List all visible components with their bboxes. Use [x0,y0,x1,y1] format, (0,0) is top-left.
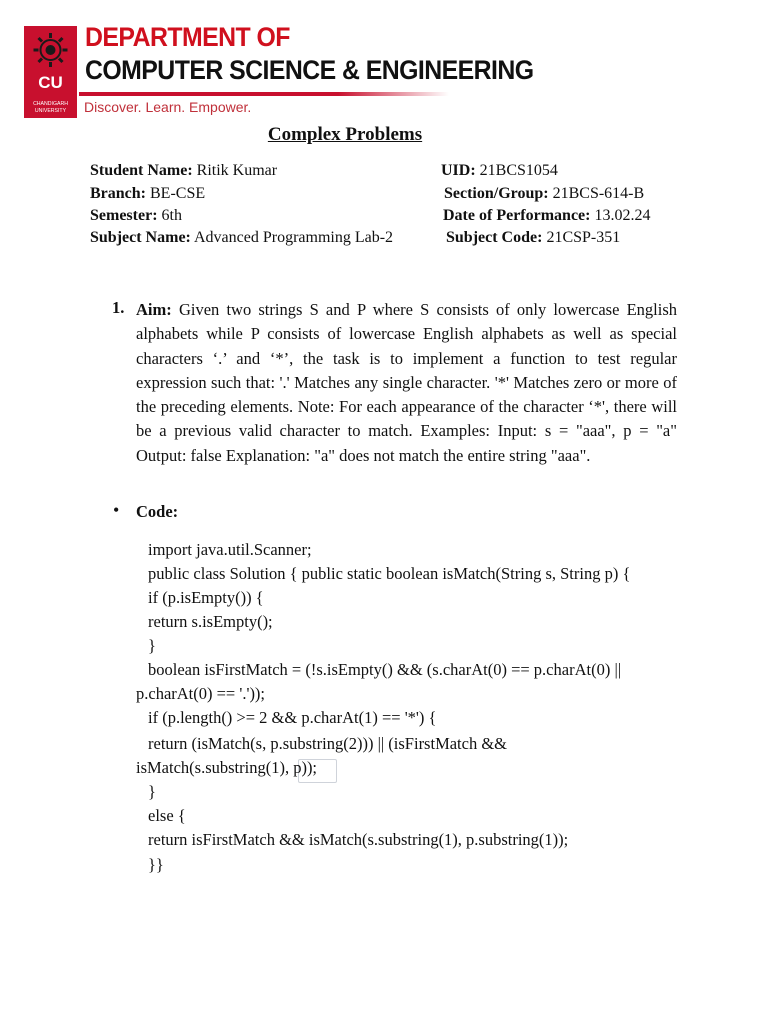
subject-name-field [90,229,393,247]
code-line: return s.isEmpty(); [148,612,273,631]
code-line: return (isMatch(s, p.substring(2))) || (isFirstMatch && [148,734,508,753]
section-label: Section/Group: [444,185,549,202]
logo-subtext-1: CHANDIGARH [33,101,68,107]
code-bullet: • [113,500,120,520]
subject-code-value: 21CSP-351 [546,229,621,246]
code-line: boolean isFirstMatch = (!s.isEmpty() && (s.charAt(0) == p.charAt(0) || [148,660,622,679]
code-label: Code: [136,502,179,521]
page-title: Complex Problems [267,124,423,145]
university-logo [24,26,77,118]
code-line: public class Solution { public static boolean isMatch(String s, String p) { [148,564,631,583]
branch-label: Branch: [90,185,146,202]
code-line: p.charAt(0) == '.')); [136,684,266,703]
semester-field [90,207,182,225]
semester-label: Semester: [90,207,158,224]
aim-text: Given two strings S and P where S consists of only lowercase English alphabets while P consists of lowercase English alphabets as well as special characters ‘.’ and ‘*’, the task is to implement a function to test regular expression such that: '.' Matches any single character. '*' Matches zero or more of the preceding elements. Note: For each appearance of the character ‘*', there will be a previous valid character to match. Examples: Input: s = "aaa", p = "a" Output: false Explanation: "a" does not match the entire string "aaa". [136,300,677,465]
student-name-field [90,162,277,180]
code-line: return isFirstMatch && isMatch(s.substring(1), p.substring(1)); [148,830,569,849]
subject-name-label: Subject Name: [90,229,191,246]
student-name-value: Ritik Kumar [196,162,278,179]
code-line: if (p.length() >= 2 && p.charAt(1) == '*') { [148,708,437,727]
section-field [444,185,644,203]
code-line: isMatch(s.substring(1), p)); [136,758,318,777]
uid-field [441,162,558,180]
date-value: 13.02.24 [594,207,651,224]
date-field [443,207,650,225]
uid-value: 21BCS1054 [479,162,558,179]
code-line: else { [148,806,186,825]
code-line: } [148,782,156,801]
tagline: Discover. Learn. Empower. [84,99,252,115]
section-value: 21BCS-614-B [552,185,645,202]
subject-code-field [446,229,620,247]
logo-cu-text: CU [38,73,63,92]
code-line: if (p.isEmpty()) { [148,588,264,607]
branch-field [90,185,205,203]
aim-paragraph [136,298,677,468]
subject-name-value: Advanced Programming Lab-2 [194,229,394,246]
code-line: }} [148,855,164,874]
aim-label: Aim: [136,300,172,319]
branch-value: BE-CSE [150,185,206,202]
code-line: import java.util.Scanner; [148,540,312,559]
student-name-label: Student Name: [90,162,193,179]
logo-subtext-2: UNIVERSITY [34,108,67,114]
header-divider [79,92,449,96]
department-heading-line2: COMPUTER SCIENCE & ENGINEERING [85,55,534,85]
semester-value: 6th [161,207,182,224]
department-heading-line1: DEPARTMENT OF [85,22,290,52]
aim-number: 1. [112,298,125,317]
code-line: } [148,636,156,655]
subject-code-label: Subject Code: [446,229,543,246]
date-label: Date of Performance: [443,207,591,224]
uid-label: UID: [441,162,476,179]
